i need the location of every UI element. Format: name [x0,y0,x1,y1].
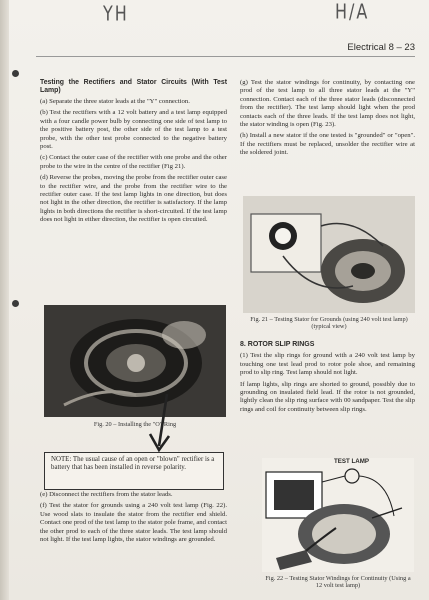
rotor-slip-rings-heading: 8. ROTOR SLIP RINGS [240,341,315,348]
fig22-illustration [262,458,414,572]
header-rule [36,56,415,57]
step-h: (h) Install a new stator if the one tested is "grounded" or "open". If the rectifiers must be replaced, unsolder the rectifier wire at the soldered joint. [240,132,415,157]
left-column-bottom [40,491,227,547]
right-column-bottom [240,338,415,417]
left-column-top [40,79,227,228]
fig21-photo [243,196,415,313]
step-f: (f) Test the stator for grounds using a 240 volt test lamp (Fig. 22). Use wood slats to insulate the stator from the rectifier end shield. Contact one prod of the test lamp to the stator pole frame, and contact the other prod to each of the three stator leads. The test lamp should not light. If the test lamp lights, the stator windings are grounded. [40,502,227,544]
fig22-caption: Fig. 22 – Testing Stator Windings for Continuity (Using a 12 volt test lamp) [265,575,411,589]
page-header: Electrical 8 – 23 [347,42,415,53]
fig21-caption: Fig. 21 – Testing Stator for Grounds (using 240 volt test lamp) (typical view) [250,316,408,330]
step-e: (e) Disconnect the rectifiers from the stator leads. [40,491,173,498]
binder-edge [0,0,9,600]
stator-test-graphic [243,196,415,313]
step-g: (g) Test the stator windings for continuity, by contacting one prod of the test lamp to all three stator leads at the "Y" connection. Contact each of the three stator leads (disconnected from the rectifier). The test lamp should light when the prod contacts each of the three leads. If the test lamp does not light, the stator winding is open (Fig. 23). [240,79,415,129]
step-b: (b) Test the rectifiers with a 12 volt battery and a test lamp equipped with a four candle power bulb by connecting one side of test lamp to the positive battery post, the other side of the test lamp to a test probe, with the other test probe connected to the negative battery post. [40,109,227,151]
fig20-photo [44,305,226,417]
right-column-top [240,79,415,161]
slip-ring-step-1: (1) Test the slip rings for ground with a 240 volt test lamp by touching one test lead prod to rotor pole shoe, and remaining prod to slip ring. Test lamp should not light. [240,352,415,377]
step-d: (d) Reverse the probes, moving the probe from the rectifier outer case to the rectifier wire, and the probe from the rectifier wire to the rectifier outer case. If the test lamp lights in one direction, but does not light in the other direction, the rectifier is satisfactory. If the lamp lights in both directions the rectifier is short-circuited. If the test lamp does not light in either direction, the rectifier is open circuited. [40,174,227,224]
o-ring-photo-graphic [44,305,226,417]
handwritten-note-left: YH [103,1,129,26]
step-c: (c) Contact the outer case of the rectifier with one probe and the other probe to the wire in the centre of the rectifier (Fig 21). [40,154,227,170]
step-a: (a) Separate the three stator leads at the "Y" connection. [40,98,190,105]
hand-drawn-arrow-icon [147,392,177,454]
note-box: NOTE: The usual cause of an open or "blown" rectifier is a battery that has been installed in reverse polarity. [44,452,224,490]
handwritten-note-right: H/A [335,0,370,24]
test-lamp-label: TEST LAMP [334,458,370,465]
punch-hole [12,300,19,307]
stator-continuity-drawing [262,458,414,572]
section-title: Testing the Rectifiers and Stator Circuits (With Test Lamp) [40,79,227,94]
slip-ring-paragraph: If lamp lights, slip rings are shorted to ground, possibly due to grounding on insulated field lead. If the rotor is not grounded, lightly clean the slip ring surface with 00 sandpaper. Test the slip rings and coil for continuity between slip rings. [240,380,415,413]
punch-hole [12,70,19,77]
fig20-caption: Fig. 20 – Installing the "O" Ring [93,421,177,428]
